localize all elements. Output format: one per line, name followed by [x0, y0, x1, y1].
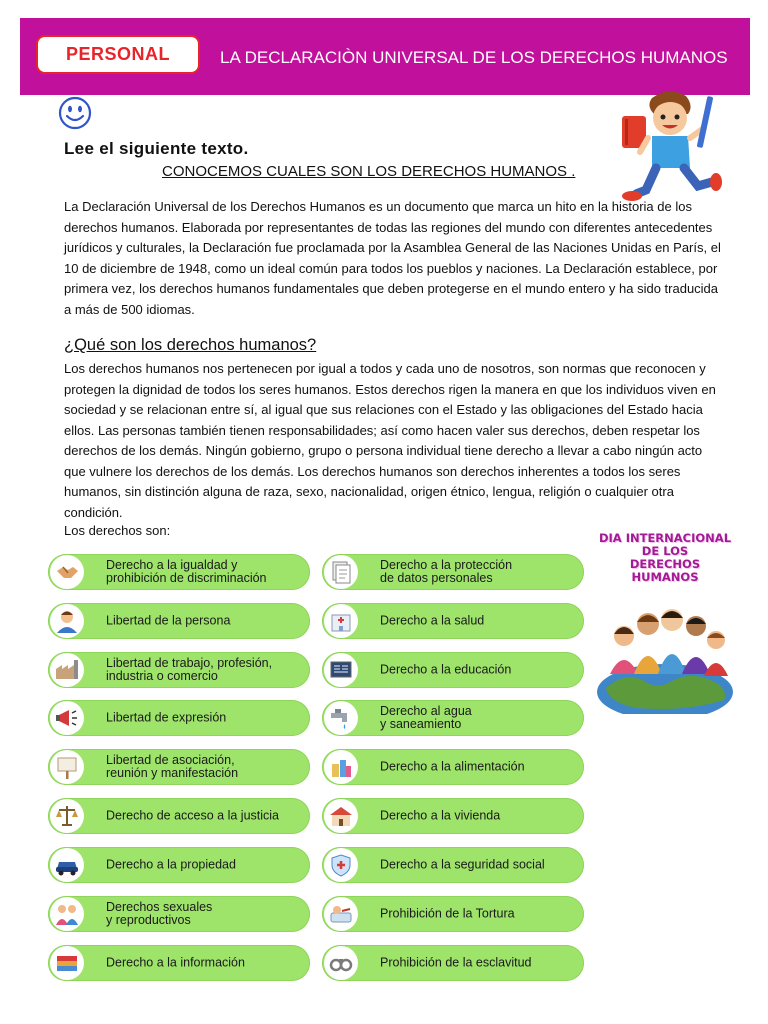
- shield-cross-icon: [328, 852, 354, 878]
- right-pill: [48, 603, 310, 639]
- section-subtitle: CONOCEMOS CUALES SON LOS DERECHOS HUMANOS .: [162, 163, 576, 180]
- handshake-icon: [54, 559, 80, 585]
- factory-icon: [54, 657, 80, 683]
- right-label: Derecho a la salud: [380, 613, 485, 628]
- faucet-icon: [328, 705, 354, 731]
- right-label: Derecho a la protección de datos personales: [380, 558, 513, 585]
- right-label: Libertad de expresión: [106, 710, 227, 725]
- right-label: Derecho a la seguridad social: [380, 857, 545, 872]
- house-icon: [328, 803, 354, 829]
- right-label: Prohibición de la Tortura: [380, 906, 515, 921]
- person-icon: [54, 608, 80, 634]
- human-rights-day-poster: [596, 532, 734, 714]
- right-pill: [322, 798, 584, 834]
- student-kid-illustration: [618, 90, 723, 208]
- right-pill: [322, 652, 584, 688]
- question-heading: ¿Qué son los derechos humanos?: [64, 336, 317, 354]
- right-pill: [48, 847, 310, 883]
- groceries-icon: [328, 754, 354, 780]
- poster-title: DIA INTERNACIONAL DE LOS DERECHOS HUMANOS: [598, 531, 732, 584]
- right-pill: [48, 652, 310, 688]
- right-label: Derecho a la igualdad y prohibición de discriminación: [106, 558, 267, 585]
- right-label: Derecho a la propiedad: [106, 857, 236, 872]
- right-label: Derecho de acceso a la justicia: [106, 808, 280, 823]
- right-label: Derecho al agua y saneamiento: [380, 704, 472, 731]
- couple-icon: [54, 901, 80, 927]
- torture-icon: [328, 901, 354, 927]
- right-pill: [48, 798, 310, 834]
- protest-sign-icon: [54, 754, 80, 780]
- right-label: Derechos sexuales y reproductivos: [106, 900, 213, 927]
- right-pill: [48, 896, 310, 932]
- intro-paragraph: La Declaración Universal de los Derechos Humanos es un documento que marca un hito en la historia de los derechos humanos. Elaborada por representantes de todas las regiones del mundo con diferentes antecedentes jurídicos y culturales, la Declaración fue proclamada por la Asamblea General de las Naciones Unidas en París, el 10 de diciembre de 1948, como un ideal común para todos los pueblos y naciones. La Declaración establece, por primera vez, los derechos humanos fundamentales que deben protegerse en el mundo entero y ha sido traducida a más de 500 idiomas.: [64, 199, 721, 317]
- handcuffs-icon: [328, 950, 354, 976]
- right-pill: [322, 945, 584, 981]
- right-pill: [322, 603, 584, 639]
- right-pill: [322, 700, 584, 736]
- right-pill: [322, 554, 584, 590]
- right-label: Derecho a la vivienda: [380, 808, 501, 823]
- personal-badge: PERSONAL: [36, 35, 200, 74]
- right-label: Derecho a la información: [106, 955, 245, 970]
- right-pill: [322, 749, 584, 785]
- page-header: [20, 18, 750, 95]
- right-pill: [322, 896, 584, 932]
- right-label: Prohibición de la esclavitud: [380, 955, 532, 970]
- people-on-globe-illustration: [596, 584, 734, 714]
- right-pill: [48, 554, 310, 590]
- right-pill: [48, 945, 310, 981]
- blackboard-icon: [328, 657, 354, 683]
- hospital-icon: [328, 608, 354, 634]
- definition-paragraph: Los derechos humanos nos pertenecen por igual a todos y cada uno de nosotros, son normas que reconocen y protegen la dignidad de todos los seres humanos. Estos derechos rigen la manera en que los individuos viven en sociedad y se relacionan entre sí, al igual que sus relaciones con el Estado y las obligaciones del Estado hacia ellos. Las personas también tienen responsabilidades; así como hacen valer sus derechos, deben respetar los derechos de los demás. Ningún gobierno, grupo o persona individual tiene derecho a llevar a cabo ningún acto que vulnere los derechos de los demás. Los derechos humanos son derechos inherentes a todos los seres humanos, sin distinción alguna de raza, sexo, nacionalidad, origen étnico, lengua, religión o cualquier otra condición.: [64, 361, 716, 520]
- right-label: Libertad de trabajo, profesión, industria o comercio: [106, 656, 273, 683]
- right-label: Libertad de asociación, reunión y manifestación: [106, 753, 239, 780]
- right-pill: [322, 847, 584, 883]
- scales-icon: [54, 803, 80, 829]
- megaphone-icon: [54, 705, 80, 731]
- right-label: Libertad de la persona: [106, 613, 231, 628]
- right-pill: [48, 700, 310, 736]
- documents-icon: [328, 559, 354, 585]
- right-pill: [48, 749, 310, 785]
- right-label: Derecho a la educación: [380, 662, 512, 677]
- right-label: Derecho a la alimentación: [380, 759, 525, 774]
- newspapers-icon: [54, 950, 80, 976]
- instruction-text: Lee el siguiente texto.: [64, 139, 249, 158]
- car-icon: [54, 852, 80, 878]
- rights-list-intro: Los derechos son:: [64, 523, 171, 538]
- header-title: LA DECLARACIÒN UNIVERSAL DE LOS DERECHOS HUMANOS: [220, 48, 728, 67]
- smiley-icon: [58, 96, 92, 130]
